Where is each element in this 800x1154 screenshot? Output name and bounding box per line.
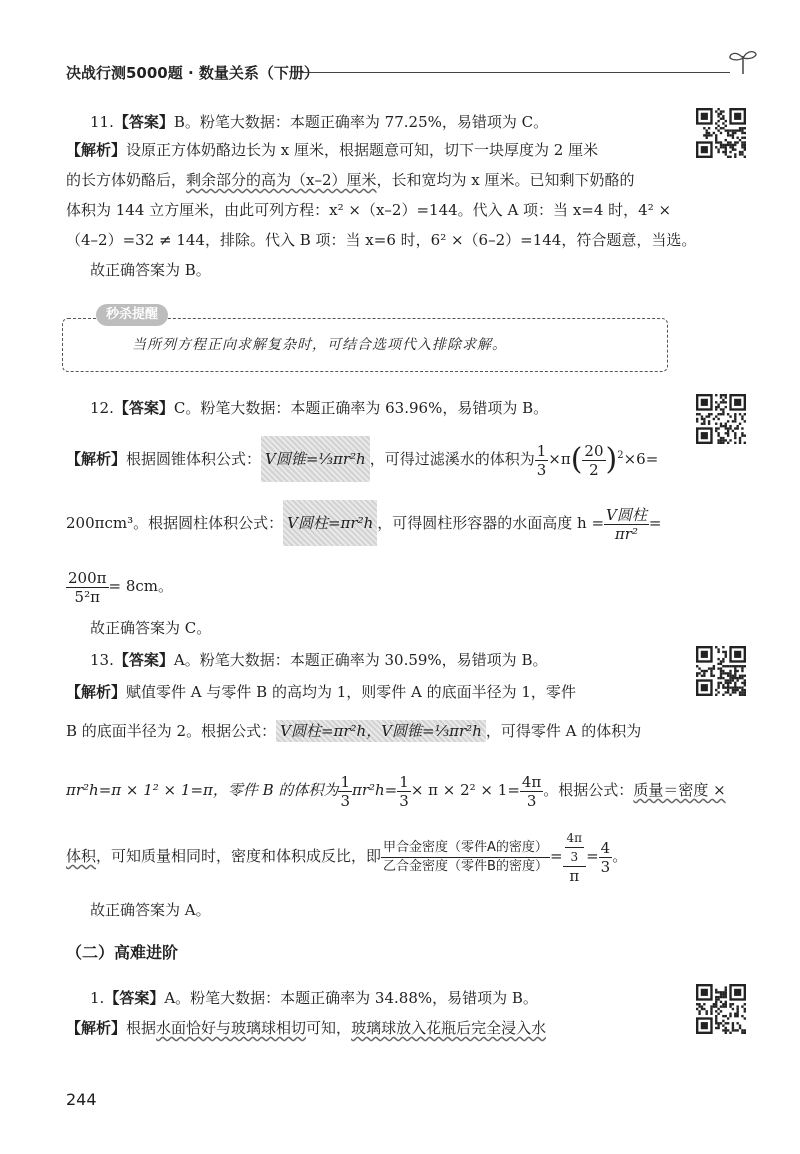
q11-answer-line: [90, 112, 548, 132]
q13-explanation-line2: B 的底面半径为 2。根据公式： V圆柱=πr²h，V圆锥=⅓πr²h ，可得零件 A 的体积为: [66, 722, 642, 740]
q11-conclusion: 故正确答案为 B。: [90, 261, 211, 279]
q12-height-fraction: $\frac{\text{V圆柱}}{\text{πr²}}$: [606, 505, 647, 543]
q12-result-fraction: $\frac{200\pi}{\text{5²π}}$: [68, 568, 107, 606]
q13-complex-fraction: $\frac{\frac{4\pi}{3}}{\pi}$: [563, 829, 587, 885]
q12-conclusion: 故正确答案为 C。: [90, 619, 212, 637]
q12-answer-line: [90, 398, 548, 418]
q13-formulas: V圆柱=πr²h，V圆锥=⅓πr²h: [276, 720, 486, 742]
page-number: 244: [66, 1090, 97, 1109]
q11-answer-text: B。粉笔大数据：本题正确率为 77.25%，易错项为 C。: [173, 113, 549, 131]
q12-answer-label: 【答案】: [113, 399, 174, 417]
q11-explanation-line4: （4–2）=32 ≠ 144，排除。代入 B 项：当 x=6 时，6² ×（6–2）=144，符合题意，当选。: [66, 231, 697, 249]
q12-qr-code[interactable]: [696, 394, 746, 444]
q12-one-third: $\frac{1}{3}$: [536, 441, 547, 479]
p1-explanation-label: 【解析】: [66, 1019, 127, 1037]
leaf-sprout-icon: [726, 46, 760, 76]
q11-answer-label: 【答案】: [113, 113, 174, 131]
header-rule: [300, 72, 730, 73]
q13-one-third: $\frac{1}{3}$: [340, 772, 350, 810]
q13-conclusion: 故正确答案为 A。: [90, 901, 211, 919]
q11-explanation-line2: 的长方体奶酪后，剩余部分的高为（x–2）厘米，长和宽均为 x 厘米。已知剩下奶酪的: [66, 171, 635, 189]
running-header-title: 决战行测5000题 · 数量关系（下册）: [66, 64, 319, 82]
q13-number: 13.: [90, 651, 114, 669]
q12-number: 12.: [90, 399, 114, 417]
q13-explanation-line1: 【解析】赋值零件 A 与零件 B 的高均为 1，则零件 A 的底面半径为 1，零件: [66, 683, 576, 701]
q11-number: 11.: [90, 113, 114, 131]
q12-explanation-line3: $\frac{200\pi}{\text{5²π}}$ = 8cm。: [68, 568, 174, 606]
q13-explanation-line4: 体积，可知质量相同时，密度和体积成反比，即 $\frac{\text{甲合金密度（零件A的密度）}}{\text{乙合金密度（零件B的密度）}}$ = $\frac{\frac{4\pi}{3}}{\pi}$ = $\frac{4}{3}$ 。: [66, 831, 628, 885]
tip-text: 当所列方程正向求解复杂时，可结合选项代入排除求解。: [132, 337, 507, 353]
q12-explanation-line2: 200πcm³。根据圆柱体积公式： V圆柱=πr²h ，可得圆柱形容器的水面高度 h = $\frac{\text{V圆柱}}{\text{πr²}}$ =: [66, 500, 661, 546]
q12-twenty-over-two: $\frac{20}{2}$: [584, 441, 604, 479]
q13-answer-line: [90, 650, 547, 670]
q12-cylinder-formula: V圆柱=πr²h: [283, 500, 377, 546]
q13-four-pi-over-three: $\frac{4\pi}{3}$: [521, 772, 542, 810]
q13-answer-text: A。粉笔大数据：本题正确率为 30.59%，易错项为 B。: [173, 651, 548, 669]
q13-qr-code[interactable]: [696, 646, 746, 696]
p1-answer-line: [90, 988, 538, 1008]
section-heading: （二）高难进阶: [66, 943, 179, 962]
q12-cone-formula: V圆锥=⅓πr²h: [261, 436, 370, 482]
q11-explanation-label: 【解析】: [66, 141, 127, 159]
p1-answer-text: A。粉笔大数据：本题正确率为 34.88%，易错项为 B。: [164, 989, 538, 1007]
q12-explanation-line1: 【解析】根据圆锥体积公式： V圆锥=⅓πr²h ，可得过滤溪水的体积为 $\frac{1}{3}$ ×π( $\frac{20}{2}$ )$^2$×6=: [66, 436, 658, 482]
q13-explanation-line3: πr²h=π × 1² × 1=π，零件 B 的体积为 $\frac{1}{3}$ πr²h= $\frac{1}{3}$ × π × 2² × 1= $\frac{4\pi}{3}$ 。根据公式：质量＝密度 ×: [66, 772, 726, 810]
p1-explanation-line1: 【解析】根据水面恰好与玻璃球相切可知，玻璃球放入花瓶后完全浸入水: [66, 1019, 547, 1037]
q13-density-ratio: $\frac{\text{甲合金密度（零件A的密度）}}{\text{乙合金密度（零件B的密度）}}$: [383, 839, 548, 874]
p1-qr-code[interactable]: [696, 984, 746, 1034]
q13-explanation-label: 【解析】: [66, 683, 127, 701]
tip-tag: 秒杀提醒: [96, 304, 168, 326]
q13-answer-label: 【答案】: [113, 651, 174, 669]
q12-explanation-label: 【解析】: [66, 450, 127, 468]
q12-answer-text: C。粉笔大数据：本题正确率为 63.96%，易错项为 B。: [173, 399, 549, 417]
p1-number: 1.: [90, 989, 105, 1007]
q11-explanation-line1: 【解析】设原正方体奶酪边长为 x 厘米，根据题意可知，切下一块厚度为 2 厘米: [66, 141, 599, 159]
q11-qr-code[interactable]: [696, 108, 746, 158]
p1-answer-label: 【答案】: [104, 989, 165, 1007]
q11-explanation-line3: 体积为 144 立方厘米，由此可列方程：x² ×（x–2）=144。代入 A 项：当 x=4 时，4² ×: [66, 201, 672, 219]
